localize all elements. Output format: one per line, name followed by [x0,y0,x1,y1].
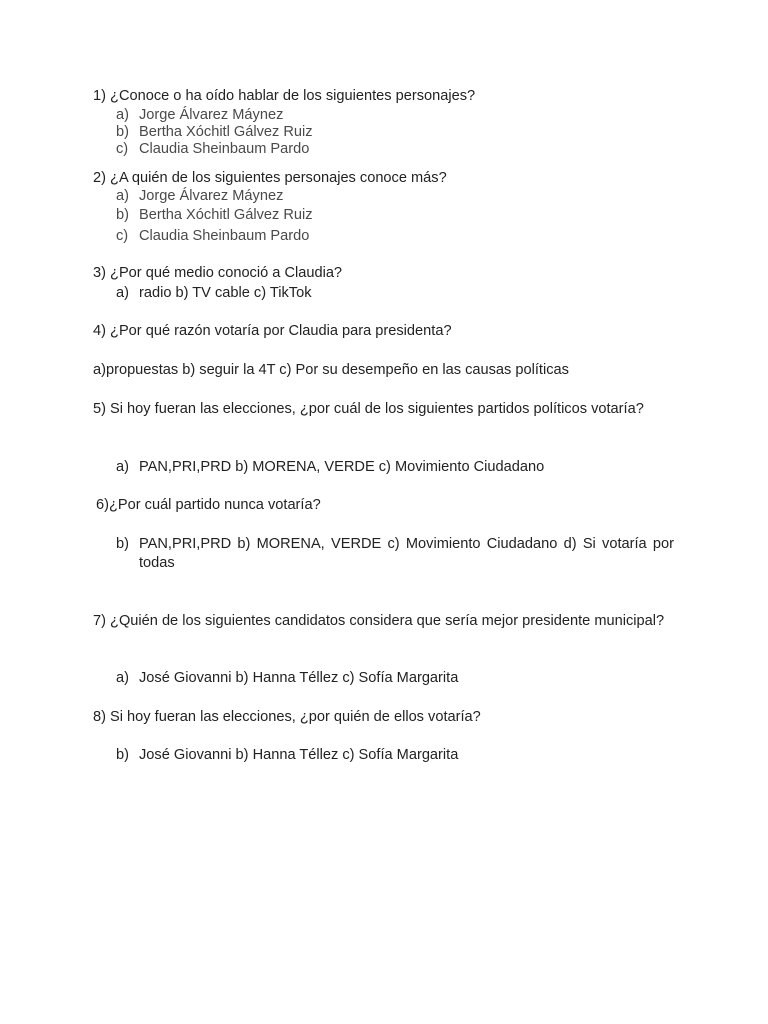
option-label: b) [116,747,129,763]
option-text: Jorge Álvarez Máynez [139,188,284,204]
question-2-option-b [116,206,674,225]
option-text: radio b) TV cable c) TikTok [139,285,312,301]
question-7: 7) ¿Quién de los siguientes candidatos considera que sería mejor presidente municipal? [93,613,665,629]
question-2: 2) ¿A quién de los siguientes personajes conoce más? [93,170,447,186]
option-text: PAN,PRI,PRD b) MORENA, VERDE c) Movimiento Ciudadano d) Si votaría por todas [139,536,674,571]
option-label: b) [116,207,129,223]
question-6: 6)¿Por cuál partido nunca votaría? [96,497,321,513]
question-3-option-a [116,284,674,303]
question-1: 1) ¿Conoce o ha oído hablar de los siguientes personajes? [93,88,476,104]
option-label: b) [116,124,129,140]
question-5-option-a [116,458,674,477]
option-label: a) [116,188,129,204]
option-label: c) [116,228,129,244]
option-label: a) [116,670,129,686]
option-text: Bertha Xóchitl Gálvez Ruiz [139,207,313,223]
question-2-option-c [116,227,674,246]
option-text: Claudia Sheinbaum Pardo [139,141,310,157]
option-text: Jorge Álvarez Máynez [139,107,284,123]
option-text: Bertha Xóchitl Gálvez Ruiz [139,124,313,140]
question-4-answers: a)propuestas b) seguir la 4T c) Por su desempeño en las causas políticas [93,362,569,378]
option-text: Claudia Sheinbaum Pardo [139,228,310,244]
question-2-option-a [116,187,674,206]
question-7-option-a [116,669,674,688]
question-4: 4) ¿Por qué razón votaría por Claudia para presidenta? [93,323,452,339]
option-label: a) [116,285,129,301]
question-8: 8) Si hoy fueran las elecciones, ¿por quién de ellos votaría? [93,709,481,725]
option-label: c) [116,141,129,157]
question-3: 3) ¿Por qué medio conoció a Claudia? [93,265,343,281]
question-1-option-c [116,140,674,159]
question-6-option-b [116,535,674,573]
option-label: a) [116,107,129,123]
question-5: 5) Si hoy fueran las elecciones, ¿por cuál de los siguientes partidos políticos votaría? [93,401,644,417]
option-text: José Giovanni b) Hanna Téllez c) Sofía Margarita [139,747,459,763]
option-label: a) [116,459,129,475]
option-text: José Giovanni b) Hanna Téllez c) Sofía Margarita [139,670,459,686]
question-8-option-b [116,746,674,765]
option-text: PAN,PRI,PRD b) MORENA, VERDE c) Movimiento Ciudadano [139,459,545,475]
option-label: b) [116,536,129,552]
